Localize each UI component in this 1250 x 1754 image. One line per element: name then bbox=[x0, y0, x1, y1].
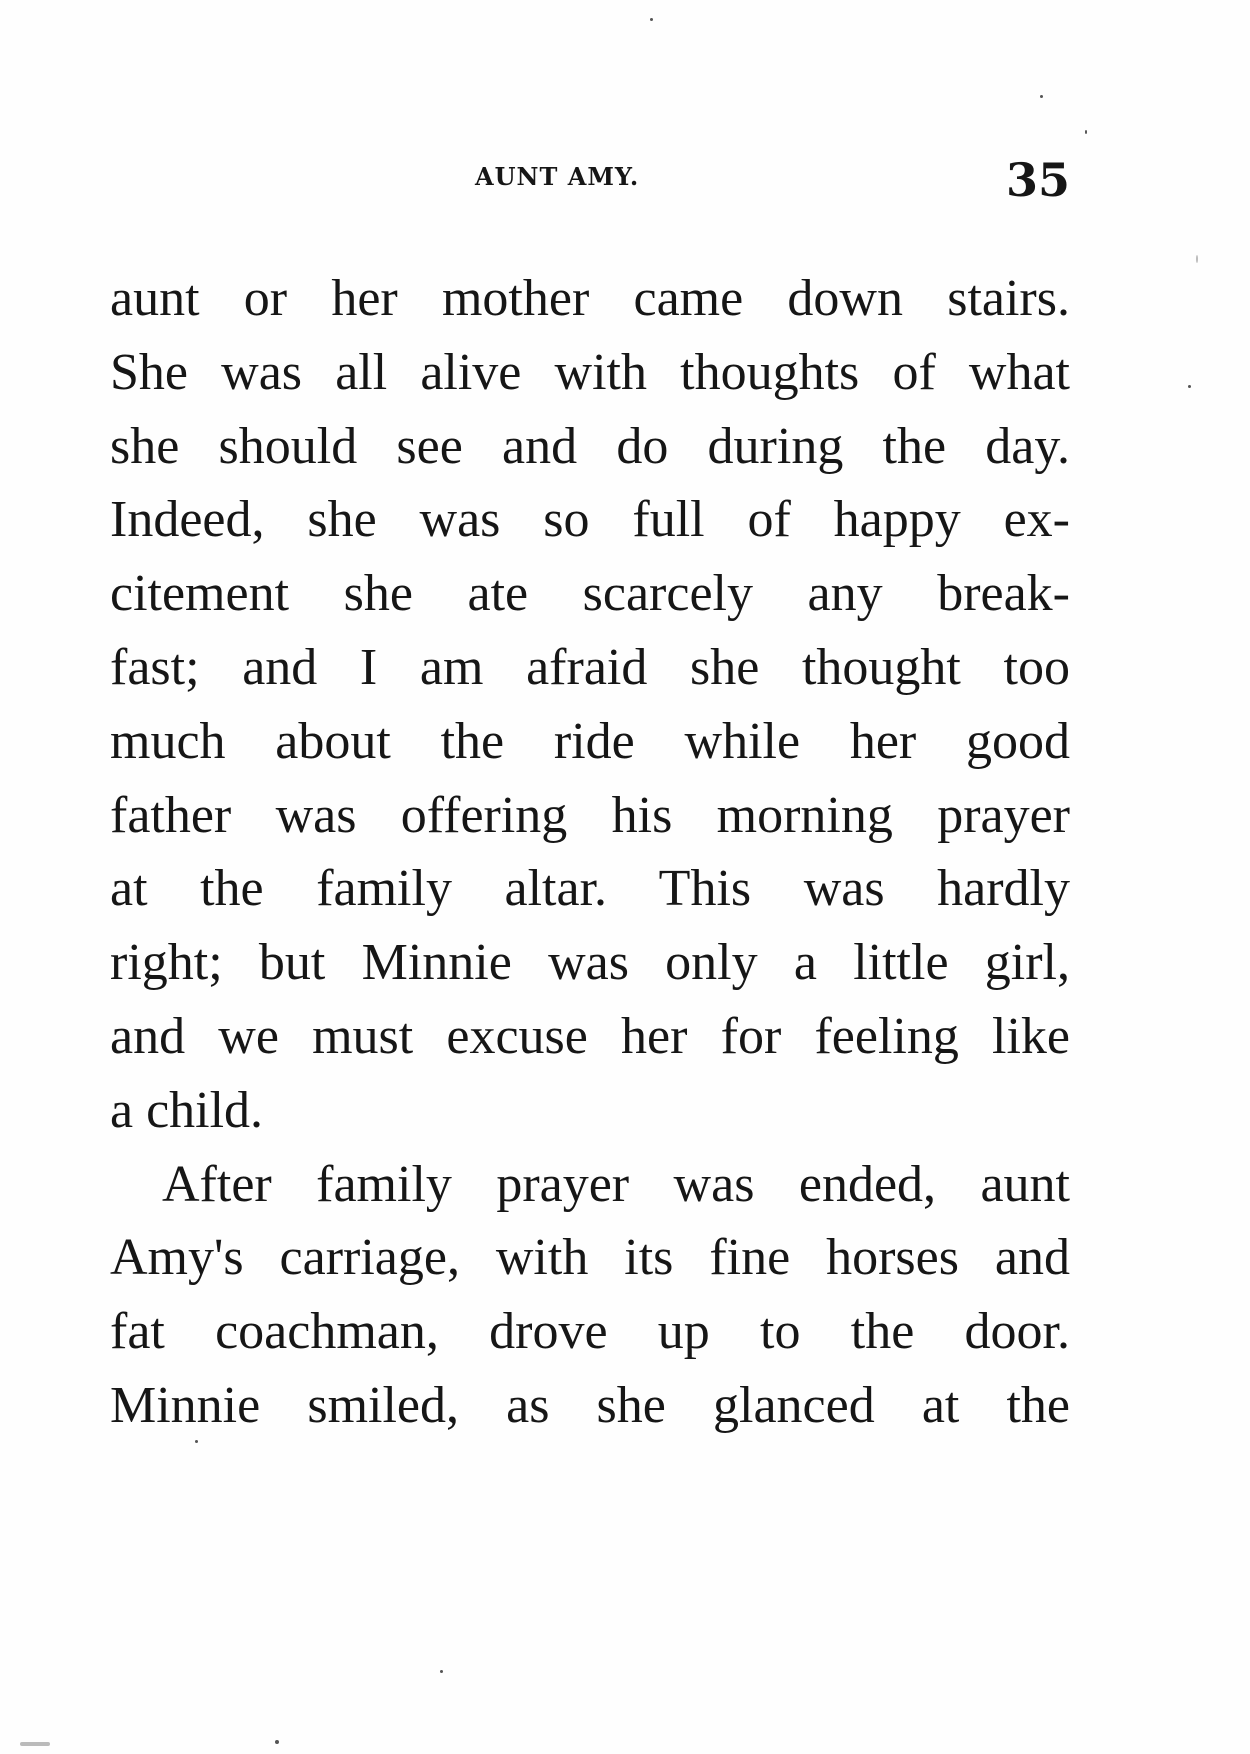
paragraph-2 bbox=[110, 1148, 1070, 1443]
text-line: fat coachman, drove up to the door. bbox=[110, 1303, 1070, 1361]
text-line: She was all alive with thoughts of what bbox=[110, 343, 1070, 401]
text-line: aunt or her mother came down stairs. bbox=[110, 270, 1070, 327]
text-line: father was offering his morning prayer bbox=[110, 786, 1070, 844]
scan-speck bbox=[440, 1670, 443, 1673]
scan-speck bbox=[1188, 385, 1191, 388]
text-line: much about the ride while her good bbox=[110, 712, 1070, 770]
scan-speck bbox=[1085, 130, 1087, 134]
text-line: fast; and I am afraid she thought too bbox=[110, 638, 1070, 696]
text-line: After family prayer was ended, aunt bbox=[162, 1155, 1070, 1213]
text-line: citement she ate scarcely any break- bbox=[110, 565, 1070, 623]
scan-speck bbox=[1196, 255, 1198, 263]
scan-speck bbox=[650, 18, 653, 21]
scan-speck bbox=[275, 1740, 279, 1744]
text-line: at the family altar. This was hardly bbox=[110, 860, 1070, 918]
paragraph-1 bbox=[110, 262, 1070, 1148]
text-line: Amy's carriage, with its fine horses and bbox=[110, 1229, 1070, 1287]
text-line: she should see and do during the day. bbox=[110, 417, 1070, 475]
scan-speck bbox=[195, 1440, 198, 1443]
text-line: Minnie smiled, as she glanced at the bbox=[110, 1376, 1070, 1434]
page-number: 35 bbox=[1005, 153, 1070, 207]
scan-speck bbox=[20, 1742, 50, 1746]
text-line: Indeed, she was so full of happy ex- bbox=[110, 491, 1070, 549]
scan-speck bbox=[1040, 95, 1043, 98]
text-line: a child. bbox=[110, 1081, 264, 1139]
text-line: right; but Minnie was only a little girl, bbox=[110, 934, 1070, 992]
text-line: and we must excuse her for feeling like bbox=[110, 1007, 1070, 1065]
body-text bbox=[110, 262, 1070, 1443]
running-title: AUNT AMY. bbox=[475, 162, 640, 191]
